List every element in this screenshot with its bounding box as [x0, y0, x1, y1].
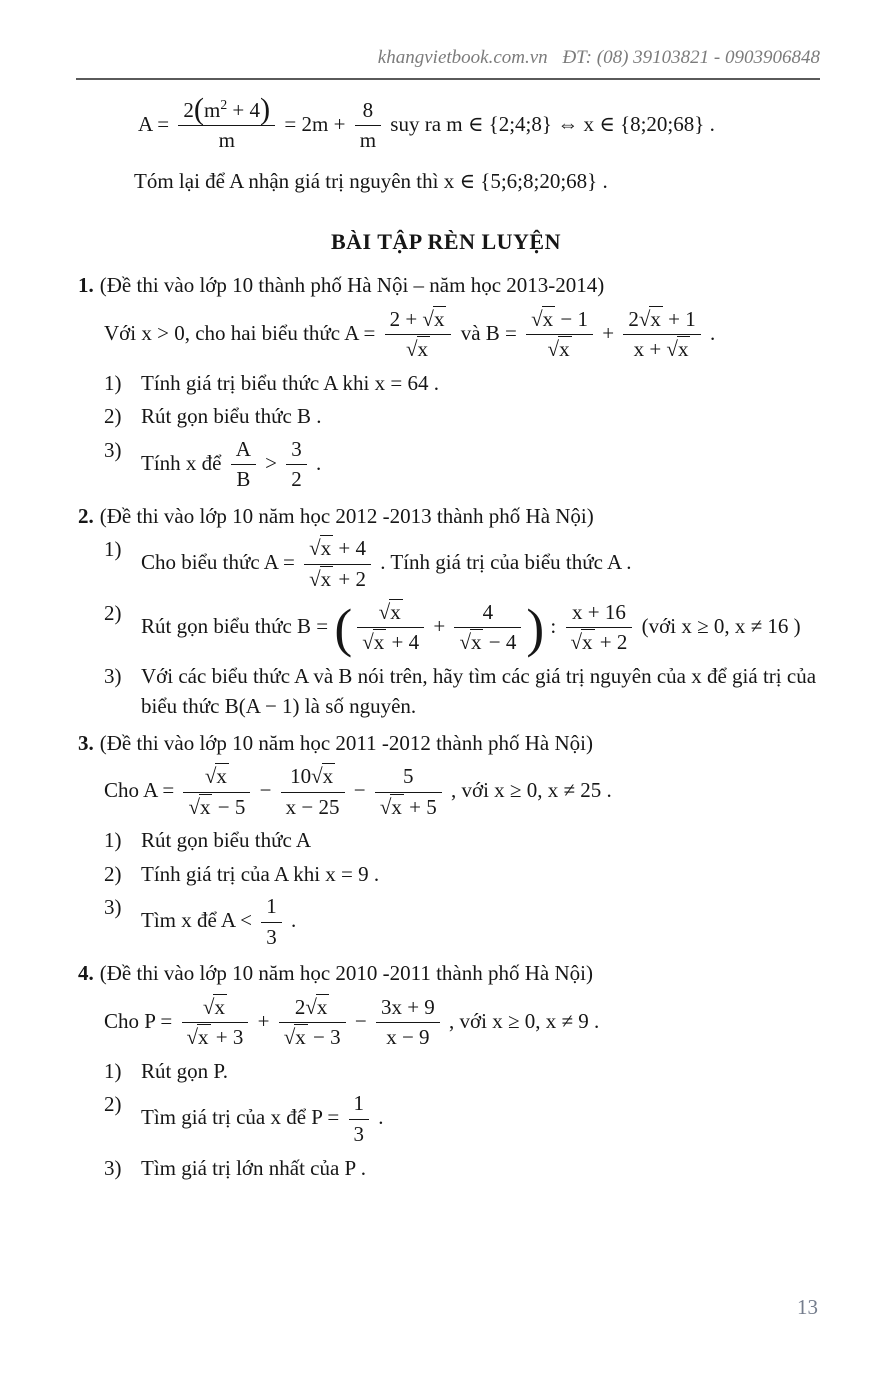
- exercise-items: [0, 368, 892, 495]
- sqrt-radical: [406, 337, 430, 361]
- math-text: Tính x để: [141, 450, 227, 475]
- math-text: .: [285, 908, 297, 933]
- numerator: [454, 600, 521, 629]
- exercise-item: [104, 534, 892, 594]
- math-text: (với x ≥ 0, x ≠ 16 ): [636, 613, 801, 638]
- math-text: :: [545, 613, 562, 638]
- exercise-items: [0, 534, 892, 721]
- fraction: [357, 600, 424, 656]
- math-text: .: [310, 450, 322, 475]
- sqrt-sign-icon: √: [309, 536, 321, 561]
- denominator: [375, 793, 442, 821]
- exercise-item: [104, 598, 892, 658]
- math-text: 2: [183, 97, 194, 122]
- problem-heading: [78, 270, 892, 300]
- denominator: [526, 335, 593, 363]
- math-text: 2 +: [389, 306, 423, 331]
- denominator: [566, 628, 633, 656]
- sqrt-radical: [422, 307, 446, 331]
- radicand: x: [198, 1025, 209, 1050]
- math-text: Rút gọn biểu thức B =: [141, 613, 334, 638]
- sqrt-radical: [187, 1025, 211, 1049]
- problem-heading: [78, 501, 892, 531]
- math-text: A =: [138, 111, 175, 136]
- math-text: = 2m +: [279, 111, 351, 136]
- page-header: [76, 44, 820, 80]
- fraction: [566, 600, 633, 656]
- denominator: [376, 1023, 440, 1051]
- intro-formula: [138, 91, 892, 156]
- math-text: x − 9: [386, 1025, 430, 1050]
- sqrt-sign-icon: √: [188, 794, 200, 819]
- math-text: Tính giá trị của A khi x = 9 .: [141, 861, 380, 886]
- sqrt-sign-icon: √: [378, 599, 391, 624]
- problem-source: (Đề thi vào lớp 10 năm học 2012 -2013 thành phố Hà Nội): [99, 503, 594, 528]
- sqrt-radical: [379, 600, 403, 624]
- denominator: [261, 923, 282, 951]
- fraction: [355, 98, 381, 154]
- sqrt-radical: [639, 307, 663, 331]
- problem-heading: [78, 728, 892, 758]
- denominator: [357, 628, 424, 656]
- sqrt-radical: [309, 567, 333, 591]
- problem-formula: [104, 993, 892, 1053]
- math-text: Tìm giá trị lớn nhất của P .: [141, 1155, 366, 1180]
- radicand: x: [433, 306, 445, 331]
- sqrt-sign-icon: √: [283, 1025, 296, 1050]
- sqrt-radical: [203, 995, 227, 1019]
- fraction: [279, 995, 346, 1051]
- math-text: + 1: [662, 306, 696, 331]
- math-text: + 2: [594, 630, 628, 655]
- item-text: [141, 401, 841, 431]
- math-text: + 4: [333, 536, 367, 561]
- math-text: −: [348, 777, 371, 802]
- sqrt-sign-icon: √: [547, 337, 560, 362]
- math-text: 1: [266, 894, 277, 919]
- fraction: [231, 437, 256, 493]
- item-label: 1): [104, 370, 122, 395]
- fraction: [183, 764, 250, 820]
- item-label: 3): [104, 437, 122, 462]
- radicand: x: [677, 337, 689, 362]
- math-text: + 3: [210, 1025, 244, 1050]
- math-text: +: [252, 1008, 275, 1033]
- math-text: 3: [291, 436, 302, 461]
- item-text: [141, 534, 841, 594]
- math-text: 3x + 9: [380, 994, 435, 1019]
- sqrt-sign-icon: √: [570, 630, 583, 655]
- exercise-item: [104, 368, 892, 398]
- math-text: Cho P =: [104, 1008, 178, 1033]
- sqrt-radical: [188, 795, 212, 819]
- item-label: 2): [104, 600, 122, 625]
- exercise-item: [104, 401, 892, 431]
- sqrt-sign-icon: √: [305, 994, 317, 1019]
- math-text: suy ra m ∈ {2;4;8} ⇔ x ∈ {8;20;68} .: [385, 111, 715, 136]
- radicand: x: [470, 630, 482, 655]
- exercise-item: [104, 892, 892, 952]
- math-text: m: [218, 128, 235, 153]
- radicand: x: [199, 794, 211, 819]
- exercise-item: [104, 1089, 892, 1149]
- math-text: Cho biểu thức A =: [141, 550, 301, 575]
- math-text: −: [254, 777, 277, 802]
- math-text: và B =: [455, 320, 523, 345]
- numerator: [623, 307, 700, 336]
- item-text: [141, 1153, 841, 1183]
- math-text: + 4: [227, 97, 261, 122]
- item-label: 2): [104, 404, 122, 429]
- math-text: + 5: [403, 794, 437, 819]
- radicand: x: [320, 566, 332, 591]
- exercise-item: [104, 661, 892, 722]
- radicand: x: [417, 337, 429, 362]
- sqrt-radical: [311, 764, 335, 788]
- radicand: x: [559, 337, 570, 362]
- problem-number: 4.: [78, 961, 94, 986]
- exercise-items: [0, 825, 892, 952]
- math-text: Cho A =: [104, 777, 180, 802]
- numerator: [566, 600, 633, 629]
- sqrt-radical: [531, 307, 555, 331]
- math-text: . Tính giá trị của biểu thức A .: [375, 550, 632, 575]
- radicand: x: [322, 764, 334, 789]
- math-text: , với x ≥ 0, x ≠ 9 .: [443, 1008, 600, 1033]
- radicand: x: [320, 536, 332, 561]
- item-text: [141, 661, 841, 722]
- sqrt-sign-icon: √: [309, 566, 321, 591]
- denominator: [349, 1120, 370, 1148]
- sqrt-sign-icon: √: [459, 630, 471, 655]
- denominator: [279, 1023, 346, 1051]
- numerator: [261, 894, 282, 923]
- denominator: [286, 465, 307, 493]
- header-phone: ĐT: (08) 39103821 - 0903906848: [562, 47, 820, 68]
- item-label: 2): [104, 861, 122, 886]
- math-text: +: [428, 613, 451, 638]
- sqrt-radical: [362, 630, 386, 654]
- problem-source: (Đề thi vào lớp 10 năm học 2010 -2011 thành phố Hà Nội): [99, 961, 593, 986]
- numerator: [182, 995, 249, 1024]
- math-text: 8: [362, 97, 374, 122]
- math-text: Rút gọn P.: [141, 1059, 228, 1083]
- math-text: .: [373, 1105, 384, 1130]
- fraction: [375, 764, 442, 820]
- math-text: 5: [403, 764, 414, 789]
- math-text: − 3: [307, 1025, 341, 1050]
- math-text: , với x ≥ 0, x ≠ 25 .: [445, 777, 612, 802]
- math-text: m: [204, 97, 221, 122]
- radicand: x: [650, 306, 661, 331]
- exercise-item: [104, 825, 892, 855]
- sqrt-radical: [305, 995, 329, 1019]
- denominator: [183, 793, 250, 821]
- denominator: [385, 335, 452, 363]
- sqrt-sign-icon: √: [422, 306, 434, 331]
- problem-number: 3.: [78, 730, 94, 755]
- denominator: [623, 335, 700, 363]
- radicand: x: [391, 794, 402, 819]
- math-text: + 2: [333, 566, 367, 591]
- math-text: Tìm giá trị của x để P =: [141, 1105, 345, 1130]
- item-text: Rút gọn biểu thức B = ( $\frac{√x}{√x + 4}$ + $\frac{4}{√x - 4}$ ) : $\frac{x + 16}{√x + 2}$ (với x ≥ 0, x ≠ 16 ): [141, 597, 801, 658]
- sqrt-sign-icon: √: [405, 337, 418, 362]
- fraction: [349, 1091, 370, 1147]
- item-label: 3): [104, 895, 122, 920]
- math-text: +: [596, 320, 620, 345]
- sqrt-radical: [309, 536, 333, 560]
- item-text: [141, 1089, 841, 1149]
- fraction: [281, 764, 345, 820]
- numerator: [304, 536, 371, 565]
- radicand: x: [316, 994, 328, 1019]
- problem-heading: [78, 958, 892, 988]
- fraction: [385, 307, 452, 363]
- math-text: x − 25: [285, 794, 340, 819]
- numerator: [385, 307, 452, 336]
- problem-source: (Đề thi vào lớp 10 thành phố Hà Nội – năm học 2013-2014): [99, 273, 605, 298]
- math-text: .: [704, 320, 716, 345]
- math-text: − 4: [483, 630, 517, 655]
- sqrt-radical: [205, 764, 229, 788]
- denominator: [355, 126, 381, 154]
- math-text: 3: [353, 1122, 365, 1147]
- math-text: 2: [294, 994, 306, 1019]
- fraction: [454, 600, 521, 656]
- item-text: [141, 892, 841, 952]
- radicand: x: [390, 599, 401, 624]
- sqrt-sign-icon: √: [666, 337, 678, 362]
- item-label: 3): [104, 1155, 122, 1180]
- superscript: 2: [220, 96, 228, 112]
- fraction: [623, 307, 700, 363]
- math-text: Tính giá trị biểu thức A khi x = 64 .: [141, 370, 439, 395]
- numerator: [357, 600, 424, 629]
- math-text: Rút gọn biểu thức B .: [141, 404, 322, 429]
- sqrt-radical: [548, 337, 572, 361]
- radicand: x: [542, 306, 554, 331]
- problem-block: [0, 958, 892, 1183]
- sqrt-sign-icon: √: [531, 306, 543, 331]
- math-text: m: [359, 128, 377, 153]
- exercise-item: [104, 859, 892, 889]
- numerator: [281, 764, 345, 793]
- header-website: khangvietbook.com.vn: [377, 47, 548, 68]
- item-text: [141, 435, 841, 495]
- exercise-item: [104, 435, 892, 495]
- sqrt-radical: [666, 337, 690, 361]
- sqrt-sign-icon: √: [311, 764, 323, 789]
- fraction: [286, 437, 307, 493]
- sqrt-radical: [571, 630, 595, 654]
- sqrt-sign-icon: √: [186, 1025, 199, 1050]
- denominator: [182, 1023, 249, 1051]
- sqrt-sign-icon: √: [204, 764, 217, 789]
- fraction: [178, 91, 275, 154]
- numerator: [286, 437, 307, 466]
- denominator: [304, 565, 371, 593]
- fraction: [182, 995, 249, 1051]
- sqrt-radical: [380, 795, 404, 819]
- exercise-item: [104, 1056, 892, 1086]
- math-text: Tìm x để A <: [141, 908, 258, 933]
- item-label: 1): [104, 828, 122, 853]
- sqrt-sign-icon: √: [362, 630, 374, 655]
- problem-block: [0, 501, 892, 722]
- numerator: [231, 437, 256, 466]
- problem-number: 2.: [78, 503, 94, 528]
- sqrt-radical: [459, 630, 483, 654]
- sqrt-sign-icon: √: [379, 794, 392, 819]
- math-text: − 1: [555, 306, 588, 331]
- exercise-items: [0, 1056, 892, 1183]
- exercise-item: [104, 1153, 892, 1183]
- numerator: [349, 1091, 370, 1120]
- math-text: 1: [353, 1091, 365, 1116]
- sqrt-radical: [284, 1025, 308, 1049]
- math-text: x +: [633, 337, 667, 362]
- denominator: [178, 126, 275, 154]
- math-text: Với các biểu thức A và B nói trên, hãy tìm các giá trị nguyên của x để giá trị của biểu thức B(A − 1) là số nguyên.: [141, 663, 817, 719]
- numerator: [183, 764, 250, 793]
- math-text: Với x > 0, cho hai biểu thức A =: [104, 320, 381, 345]
- denominator: [454, 628, 521, 656]
- radicand: x: [295, 1025, 306, 1050]
- item-text: [141, 368, 841, 398]
- math-text: B: [236, 467, 251, 492]
- item-label: 2): [104, 1092, 122, 1117]
- sqrt-sign-icon: √: [638, 306, 651, 331]
- math-text: 3: [266, 924, 277, 949]
- radicand: x: [582, 630, 593, 655]
- numerator: [526, 307, 593, 336]
- problems-list: [0, 270, 892, 1183]
- math-text: 2: [628, 306, 639, 331]
- intro-conclusion: Tóm lại để A nhận giá trị nguyên thì x ∈ {5;6;8;20;68} .: [134, 168, 608, 193]
- sqrt-sign-icon: √: [202, 994, 215, 1019]
- denominator: [231, 465, 256, 493]
- math-text: >: [259, 450, 283, 475]
- problem-block: [0, 728, 892, 953]
- problem-formula: [104, 305, 892, 365]
- item-text: [141, 859, 841, 889]
- numerator: [355, 98, 381, 127]
- radicand: x: [216, 764, 227, 789]
- item-label: 3): [104, 663, 122, 688]
- radicand: x: [373, 630, 385, 655]
- numerator: $2(m^2 + 4)$: [178, 98, 275, 127]
- problem-formula: [104, 762, 892, 822]
- item-text: [141, 1056, 841, 1086]
- math-text: 4: [482, 599, 494, 624]
- radicand: x: [214, 994, 225, 1019]
- math-text: A: [235, 436, 251, 461]
- section-title: BÀI TẬP RÈN LUYỆN: [331, 229, 561, 255]
- problem-block: [0, 270, 892, 495]
- item-label: 1): [104, 537, 122, 562]
- numerator: [376, 995, 440, 1024]
- fraction: [261, 894, 282, 950]
- document-page: [0, 44, 892, 1319]
- math-text: Rút gọn biểu thức A: [141, 828, 312, 853]
- item-label: 1): [104, 1059, 122, 1083]
- fraction: [526, 307, 593, 363]
- page-number: 13: [797, 1295, 818, 1319]
- numerator: [375, 764, 442, 793]
- math-text: −: [349, 1008, 372, 1033]
- problem-number: 1.: [78, 273, 94, 298]
- fraction: [376, 995, 440, 1051]
- math-text: + 4: [386, 630, 420, 655]
- math-text: x + 16: [572, 599, 626, 624]
- denominator: [281, 793, 345, 821]
- fraction: [304, 536, 371, 592]
- numerator: [279, 995, 346, 1024]
- problem-source: (Đề thi vào lớp 10 năm học 2011 -2012 thành phố Hà Nội): [99, 730, 593, 755]
- math-text: − 5: [212, 794, 246, 819]
- item-text: [141, 825, 841, 855]
- math-text: 10: [290, 764, 312, 789]
- math-text: 2: [291, 467, 302, 492]
